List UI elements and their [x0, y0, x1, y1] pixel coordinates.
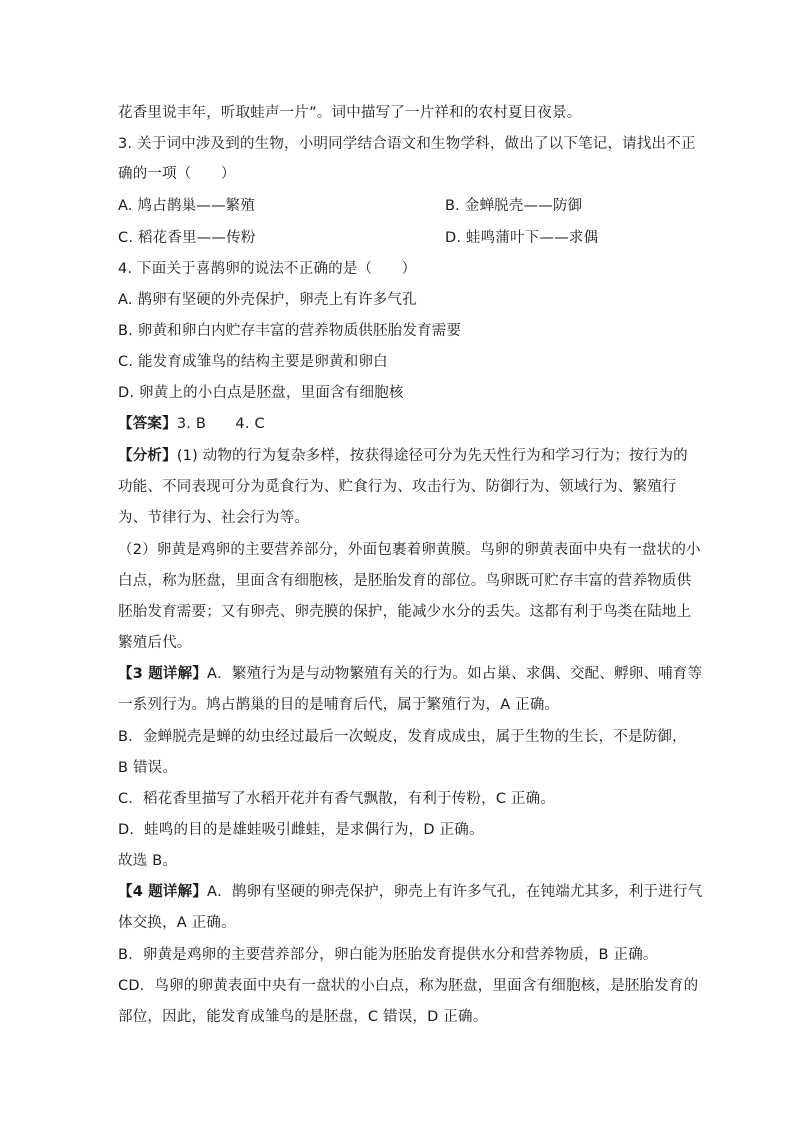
- detail-3-line: B．金蝉脱壳是蝉的幼虫经过最后一次蜕皮，发育成成虫，属于生物的生长，不是防御，: [118, 729, 687, 745]
- analysis-text: (1) 动物的行为复杂多样，按获得途径可分为先天性行为和学习行为；按行为的: [176, 448, 688, 464]
- detail-3-line: 故选 B。: [118, 853, 178, 869]
- detail-4-line: CD．鸟卵的卵黄表面中央有一盘状的小白点，称为胚盘，里面含有细胞核，是胚胎发育的: [118, 978, 699, 994]
- q3-option-d: D. 蛙鸣蒲叶下——求偶: [445, 230, 599, 246]
- detail-3-label: 【3 题详解】: [118, 666, 208, 682]
- detail-3-text: A．繁殖行为是与动物繁殖有关的行为。如占巢、求偶、交配、孵卵、哺育等: [207, 666, 703, 682]
- answer-label: 【答案】: [118, 416, 177, 432]
- detail-3-line: D．蛙鸣的目的是雄蛙吸引雌蛙，是求偶行为，D 正确。: [118, 822, 484, 838]
- analysis-line: 白点，称为胚盘，里面含有细胞核，是胚胎发育的部位。鸟卵既可贮存丰富的营养物质供: [118, 573, 692, 589]
- question-3-stem-cont: 确的一项（ ）: [118, 166, 236, 182]
- analysis-line: （2）卵黄是鸡卵的主要营养部分，外面包裹着卵黄膜。鸟卵的卵黄表面中央有一盘状的小: [118, 542, 701, 558]
- detail-3-line: [118, 664, 702, 684]
- analysis-line: 繁殖后代。: [118, 635, 192, 651]
- detail-4-line: B．卵黄是鸡卵的主要营养部分，卵白能为胚胎发育提供水分和营养物质，B 正确。: [118, 947, 658, 963]
- analysis-line: 功能、不同表现可分为觅食行为、贮食行为、攻击行为、防御行为、领域行为、繁殖行: [118, 479, 677, 495]
- detail-4-line: 体交换，A 正确。: [118, 915, 236, 931]
- question-4-stem: 4. 下面关于喜鹊卵的说法不正确的是（ ）: [118, 261, 417, 277]
- text-line: 花香里说丰年，听取蛙声一片”。词中描写了一片祥和的农村夏日夜景。: [118, 105, 582, 121]
- q3-option-c: C. 稻花香里——传粉: [118, 230, 256, 246]
- q3-option-b: B. 金蝉脱壳——防御: [445, 198, 583, 214]
- detail-4-line: 部位，因此，能发育成雏鸟的是胚盘，C 错误，D 正确。: [118, 1009, 488, 1025]
- q4-option-c: C. 能发育成雏鸟的结构主要是卵黄和卵白: [118, 354, 388, 370]
- answer-line: [118, 414, 265, 434]
- q4-option-b: B. 卵黄和卵白内贮存丰富的营养物质供胚胎发育需要: [118, 323, 462, 339]
- q3-option-a: A. 鸠占鹊巢——繁殖: [118, 198, 256, 214]
- analysis-line: 为、节律行为、社会行为等。: [118, 510, 310, 526]
- detail-3-line: 一系列行为。鸠占鹊巢的目的是哺育后代，属于繁殖行为，A 正确。: [118, 697, 560, 713]
- detail-4-label: 【4 题详解】: [118, 884, 208, 900]
- analysis-label: 【分析】: [118, 448, 177, 464]
- answer-value: 3. B 4. C: [176, 416, 265, 432]
- q4-option-d: D. 卵黄上的小白点是胚盘，里面含有细胞核: [118, 385, 404, 401]
- analysis-line: 胚胎发育需要；又有卵壳、卵壳膜的保护，能减少水分的丢失。这都有利于鸟类在陆地上: [118, 604, 692, 620]
- question-3-stem: 3. 关于词中涉及到的生物，小明同学结合语文和生物学科，做出了以下笔记，请找出不正: [118, 136, 696, 152]
- detail-3-line: C．稻花香里描写了水稻开花并有香气飘散，有利于传粉，C 正确。: [118, 791, 556, 807]
- detail-4-line: [118, 882, 702, 902]
- detail-3-line: B 错误。: [118, 760, 178, 776]
- detail-4-text: A．鹊卵有坚硬的卵壳保护，卵壳上有许多气孔，在钝端尤其多，利于进行气: [207, 884, 703, 900]
- analysis-line: [118, 446, 688, 466]
- q4-option-a: A. 鹊卵有坚硬的外壳保护，卵壳上有许多气孔: [118, 292, 417, 308]
